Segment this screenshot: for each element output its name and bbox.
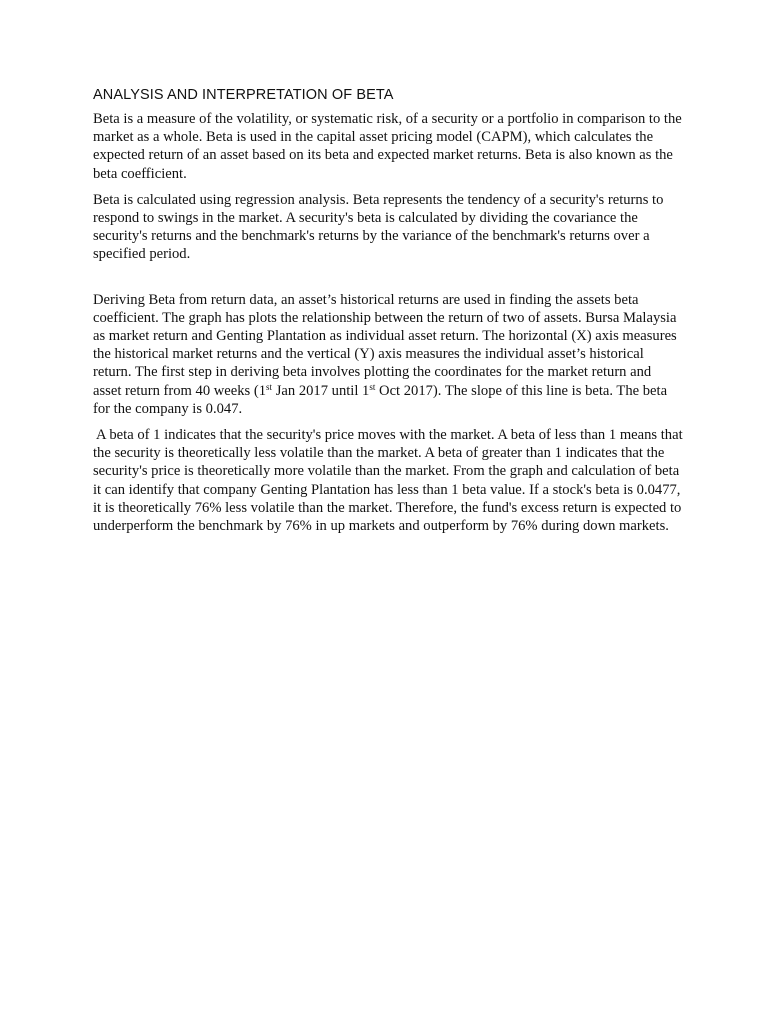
paragraph-deriving-beta-text-3: Oct 2017). The slope of this line is beta. The beta for the company is 0.047.	[93, 382, 668, 417]
ordinal-suffix: st	[369, 381, 376, 392]
document-body	[93, 86, 683, 543]
ordinal-suffix: st	[266, 381, 273, 392]
paragraph-beta-interpretation: A beta of 1 indicates that the security's price moves with the market. A beta of less than 1 means that the security is theoretically less volatile than the market. A beta of greater than 1 indicates that the security's price is theoretically more volatile than the market. From the graph and calculation of beta it can identify that company Genting Plantation has less than 1 beta value. If a stock's beta is 0.0477, it is theoretically 76% less volatile than the market. Therefore, the fund's excess return is expected to underperform the benchmark by 76% in up markets and outperform by 76% during down markets.	[93, 427, 683, 535]
document-heading: ANALYSIS AND INTERPRETATION OF BETA	[93, 87, 394, 103]
paragraph-deriving-beta	[93, 291, 683, 418]
paragraph-beta-calculation: Beta is calculated using regression analysis. Beta represents the tendency of a security's returns to respond to swings in the market. A security's beta is calculated by dividing the covariance the security's returns and the benchmark's returns by the variance of the benchmark's returns over a specified period.	[93, 191, 664, 263]
paragraph-deriving-beta-text-1: Deriving Beta from return data, an asset’s historical returns are used in finding the assets beta coefficient. The graph has plots the relationship between the return of two of assets. Bursa Malaysia as market return and Genting Plantation as individual asset return. The horizontal (X) axis measures the historical market returns and the vertical (Y) axis measures the individual asset’s historical return. The first step in deriving beta involves plotting the coordinates for the market return and asset return from 40 weeks (1	[93, 291, 677, 399]
paragraph-deriving-beta-text-2: Jan 2017 until 1	[272, 382, 370, 399]
paragraph-beta-definition: Beta is a measure of the volatility, or systematic risk, of a security or a portfolio in comparison to the market as a whole. Beta is used in the capital asset pricing model (CAPM), which calculates the expected return of an asset based on its beta and expected market returns. Beta is also known as the beta coefficient.	[93, 111, 682, 182]
